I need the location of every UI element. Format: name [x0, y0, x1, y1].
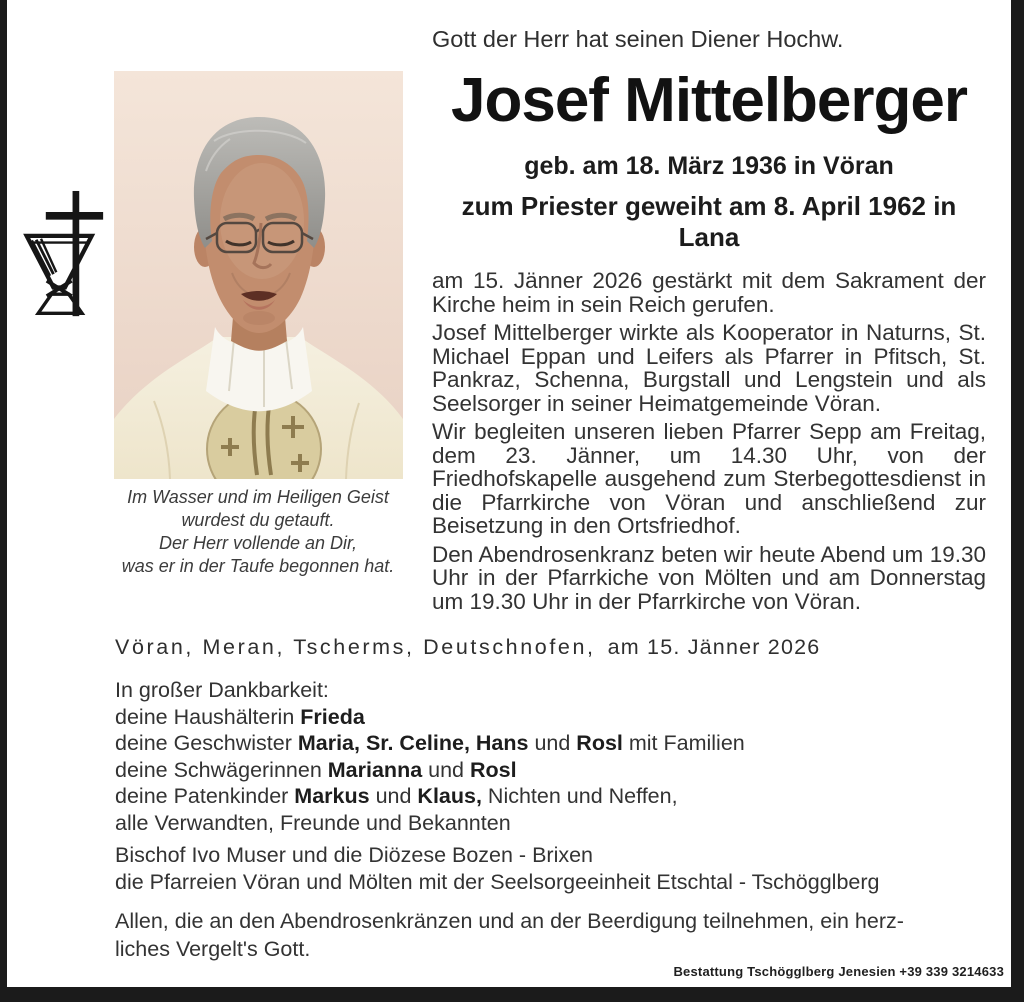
- priest-portrait-photo: [113, 71, 404, 479]
- mourner-line: alle Verwandten, Freunde und Bekannten: [115, 810, 511, 835]
- dateline: [115, 635, 820, 660]
- chalice-cross-icon: [20, 188, 106, 322]
- body-paragraph: am 15. Jänner 2026 gestärkt mit dem Sakrament der Kirche heim in sein Reich gerufen.: [432, 268, 986, 317]
- birth-line: geb. am 18. März 1936 in Vöran: [524, 152, 894, 180]
- dateline-places: Vöran, Meran, Tscherms, Deutschnofen,: [115, 635, 596, 659]
- frame-edge-bottom: [0, 987, 1024, 1002]
- body-paragraph: Wir begleiten unseren lieben Pfarrer Sepp am Freitag, dem 23. Jänner, um 14.30 Uhr, von der Friedhofskapelle ausgehend zum Sterbegottesdienst in die Pfarrkirche von Vöran und anschließend zur Beisetzung in den Ortsfriedhof.: [432, 419, 986, 538]
- caption-line: was er in der Taufe begonnen hat.: [121, 556, 395, 576]
- gratitude-heading: In großer Dankbarkeit:: [115, 678, 329, 702]
- body-paragraph: Den Abendrosenkranz beten wir heute Abend um 19.30 Uhr in der Pfarrkiche von Mölten und am Donnerstag um 19.30 Uhr in der Pfarrkirche von Vöran.: [432, 541, 986, 614]
- institution-line: Bischof Ivo Muser und die Diözese Bozen - Brixen: [115, 843, 594, 867]
- body-paragraph: Josef Mittelberger wirkte als Kooperator in Naturns, St. Michael Eppan und Leifers als Pfarrer in Pfitsch, St. Pankraz, Schenna, Burgstall und Lengstein und als Seelsorger in seiner Heimatgemeinde Vöran.: [432, 320, 986, 416]
- dateline-date: am 15. Jänner 2026: [607, 635, 821, 659]
- closing-line: liches Vergelt's Gott.: [115, 937, 311, 961]
- intro-line: Gott der Herr hat seinen Diener Hochw.: [432, 26, 844, 52]
- institutions-list: [115, 842, 995, 895]
- notice-main-column: [432, 0, 986, 618]
- mourner-line: deine Haushälterin Frieda: [115, 704, 365, 729]
- caption-line: Der Herr vollende an Dir,: [158, 533, 358, 553]
- closing-line: Allen, die an den Abendrosenkränzen und an der Beerdigung teilnehmen, ein herz-: [115, 909, 904, 933]
- closing-thanks: [115, 907, 995, 963]
- deceased-name: Josef Mittelberger: [450, 66, 968, 135]
- body-paragraphs: [432, 269, 986, 613]
- funeral-home-footer: Bestattung Tschögglberg Jenesien +39 339 3214633: [673, 964, 1004, 979]
- caption-line: Im Wasser und im Heiligen Geist: [127, 487, 389, 507]
- gratitude-section: [115, 677, 995, 963]
- ordination-line: zum Priester geweiht am 8. April 1962 in Lana: [461, 191, 957, 252]
- caption-line: wurdest du getauft.: [181, 510, 335, 530]
- mourners-list: [115, 704, 995, 837]
- photo-caption: [94, 486, 422, 578]
- frame-edge-left: [0, 0, 7, 1002]
- frame-edge-right: [1011, 0, 1024, 1002]
- mourner-line: deine Geschwister Maria, Sr. Celine, Hans und Rosl mit Familien: [115, 731, 745, 755]
- mourner-line: deine Schwägerinnen Marianna und Rosl: [115, 757, 517, 782]
- mourner-line: deine Patenkinder Markus und Klaus, Nichten und Neffen,: [115, 784, 678, 808]
- institution-line: die Pfarreien Vöran und Mölten mit der Seelsorgeeinheit Etschtal - Tschögglberg: [115, 869, 880, 894]
